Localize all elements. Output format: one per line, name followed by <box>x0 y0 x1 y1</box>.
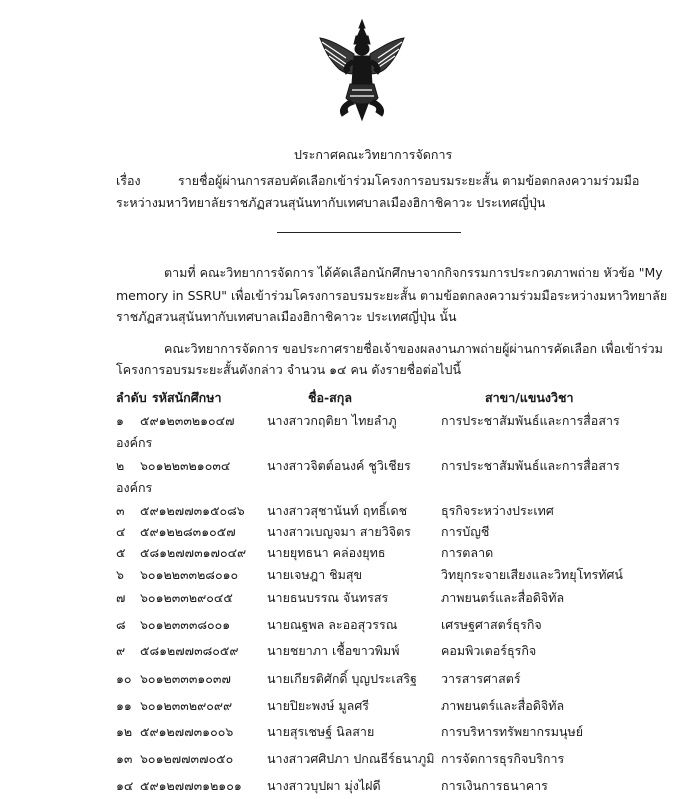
row-student-id: ๖๐๑๒๓๓๓๘๐๐๑ <box>140 617 231 632</box>
row-major: เศรษฐศาสตร์ธุรกิจ <box>441 617 542 632</box>
row-student-id: ๕๘๑๒๗๗๓๘๐๕๙ <box>140 643 239 658</box>
header-name: ชื่อ-สกุล <box>308 390 353 405</box>
header-no: ลำดับ <box>116 390 147 405</box>
row-name: นายชยาภา เชื้อขาวพิมพ์ <box>267 643 400 658</box>
row-major: วารสารศาสตร์ <box>441 671 521 686</box>
header-major: สาขา/แขนงวิชา <box>485 390 574 405</box>
paragraph-2-line-1: คณะวิทยาการจัดการ ขอประกาศรายชื่อเจ้าของผลงานภาพถ่ายผู้ผ่านการคัดเลือก เพื่อเข้าร่วม <box>164 341 663 356</box>
row-student-id: ๕๘๑๒๗๗๓๑๗๐๔๙ <box>140 545 247 560</box>
row-major: คอมพิวเตอร์ธุรกิจ <box>441 643 537 658</box>
row-student-id: ๕๙๑๒๒๘๓๑๐๕๗ <box>140 524 236 539</box>
row-no: ๑๑ <box>116 698 132 713</box>
row-major: การเงินการธนาคาร <box>441 778 548 793</box>
row-no: ๑๔ <box>116 778 134 793</box>
row-major: วิทยุกระจายเสียงและวิทยุโทรทัศน์ <box>441 567 623 582</box>
separator-line <box>277 232 461 233</box>
row-name: นายเจษฎา ชิมสุข <box>267 567 363 582</box>
row-name: นายปิยะพงษ์ มูลศรี <box>267 698 369 713</box>
row-major: การประชาสัมพันธ์และการสื่อสาร <box>441 413 620 428</box>
row-no: ๘ <box>116 617 126 632</box>
announcement-title: ประกาศคณะวิทยาการจัดการ <box>294 147 453 162</box>
row-student-id: ๖๐๑๒๒๓๒๑๐๓๔ <box>140 458 231 473</box>
row-major: การประชาสัมพันธ์และการสื่อสาร <box>441 458 620 473</box>
row-student-id: ๖๐๑๒๗๗๓๗๐๕๐ <box>140 751 234 766</box>
row-student-id: ๖๐๑๒๒๓๓๒๘๐๑๐ <box>140 567 239 582</box>
row-no: ๑ <box>116 413 124 428</box>
row-major: การบัญชี <box>441 524 490 539</box>
row-name: นางสาวกฤติยา ไทยลำภู <box>267 413 397 428</box>
row-no: ๙ <box>116 643 126 658</box>
row-student-id: ๕๙๑๒๗๗๓๑๐๐๖ <box>140 724 234 739</box>
row-no: ๑๓ <box>116 751 133 766</box>
row-no: ๒ <box>116 458 125 473</box>
row-no: ๗ <box>116 590 126 605</box>
row-no: ๓ <box>116 503 125 518</box>
row-major: ธุรกิจระหว่างประเทศ <box>441 503 554 518</box>
row-name: นางสาวจิตต์อนงค์ ชูวิเชียร <box>267 458 411 473</box>
row-no: ๔ <box>116 524 126 539</box>
row-name: นายสุรเชษฐ์ นิลสาย <box>267 724 375 739</box>
row-major-continued: องค์กร <box>116 435 153 450</box>
row-major: การจัดการธุรกิจบริการ <box>441 751 565 766</box>
row-name: นายธนบรรณ จันทรสร <box>267 590 389 605</box>
row-no: ๑๐ <box>116 671 132 686</box>
row-student-id: ๖๐๑๒๓๓๓๑๐๓๗ <box>140 671 231 686</box>
row-major: ภาพยนตร์และสื่อดิจิทัล <box>441 590 565 605</box>
row-no: ๕ <box>116 545 126 560</box>
row-name: นายณฐพล ละออสุวรรณ <box>267 617 398 632</box>
garuda-emblem-icon <box>316 18 408 122</box>
row-major: การตลาด <box>441 545 494 560</box>
row-name: นางสาวเบญจมา สายวิจิตร <box>267 524 411 539</box>
row-name: นางสาวบุปผา มุ่งไฝดี <box>267 778 381 793</box>
row-name: นางสาวสุชานันท์ ฤทธิ์เดช <box>267 503 408 518</box>
paragraph-1-line-1: ตามที่ คณะวิทยาการจัดการ ได้คัดเลือกนักศึกษาจากกิจกรรมการประกวดภาพถ่าย หัวข้อ "My <box>164 265 663 280</box>
subject-label: เรื่อง <box>116 173 141 188</box>
row-major: การบริหารทรัพยากรมนุษย์ <box>441 724 584 739</box>
row-student-id: ๖๐๑๒๓๓๒๙๐๔๕ <box>140 590 233 605</box>
row-student-id: ๕๙๑๒๗๗๓๑๕๐๘๖ <box>140 503 245 518</box>
row-no: ๑๒ <box>116 724 133 739</box>
row-major: ภาพยนตร์และสื่อดิจิทัล <box>441 698 565 713</box>
row-name: นายยุทธนา คล่องยุทธ <box>267 545 386 560</box>
paragraph-2-line-2: โครงการอบรมระยะสั้นดังกล่าว จำนวน ๑๔ คน ดังรายชื่อต่อไปนี้ <box>116 362 462 377</box>
row-major-continued: องค์กร <box>116 480 153 495</box>
row-no: ๖ <box>116 567 124 582</box>
row-student-id: ๕๙๑๒๓๓๒๑๐๔๗ <box>140 413 235 428</box>
header-student-id: รหัสนักศึกษา <box>152 390 222 405</box>
row-name: นายเกียรติศักดิ์ บุญประเสริฐ <box>267 671 417 686</box>
subject-line-1: รายชื่อผู้ผ่านการสอบคัดเลือกเข้าร่วมโครงการอบรมระยะสั้น ตามข้อตกลงความร่วมมือ <box>178 173 640 188</box>
paragraph-1-line-3: ราชภัฏสวนสุนันทากับเทศบาลเมืองฮิกาชิคาวะ ประเทศญี่ปุ่น นั้น <box>116 309 457 324</box>
subject-line-2: ระหว่างมหาวิทยาลัยราชภัฏสวนสุนันทากับเทศบาลเมืองฮิกาชิคาวะ ประเทศญี่ปุ่น <box>116 195 546 210</box>
paragraph-1-line-2: memory in SSRU" เพื่อเข้าร่วมโครงการอบรมระยะสั้น ตามข้อตกลงความร่วมมือระหว่างมหาวิทยาลัย <box>116 288 668 303</box>
row-student-id: ๕๙๑๒๗๗๓๑๒๑๐๑ <box>140 778 242 793</box>
row-student-id: ๖๐๑๒๓๓๒๙๐๙๙ <box>140 698 233 713</box>
row-name: นางสาวศศิปภา ปกณธีร์ธนาภูมิ <box>267 751 435 766</box>
